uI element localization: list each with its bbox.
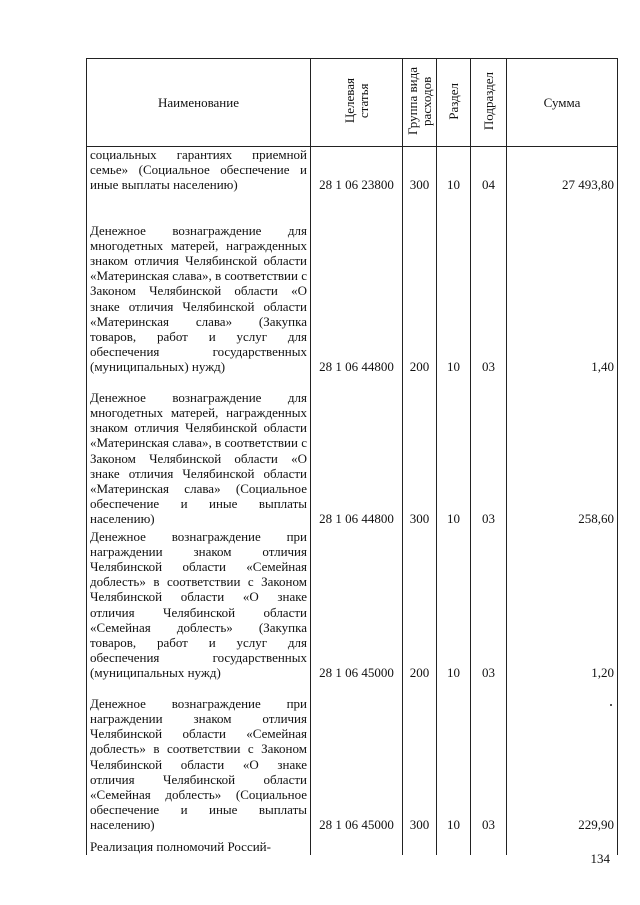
row-subsection <box>471 833 507 855</box>
row-sum: 229,90 <box>507 681 618 833</box>
row-article: 28 1 06 45000 <box>311 681 403 833</box>
page-number: 134 <box>590 851 610 866</box>
row-name: Денежное вознаграждение при награждении знаком отличия Челябинской области «Семейная доблесть» в соответствии с Законом Челябинской области «О знаке отличия Челябинской области «Семейная доблесть» (Закупка товаров, работ и услуг для обеспечения государственных (муниципальных нужд) <box>87 527 311 681</box>
row-sum: 1,20 <box>507 527 618 681</box>
row-name: Реализация полномочий Россий- <box>87 833 311 855</box>
row-section: 10 <box>437 681 471 833</box>
row-article: 28 1 06 44800 <box>311 193 403 375</box>
header-section: Раздел <box>437 59 471 147</box>
row-name: Денежное вознаграждение для многодетных матерей, награжденных знаком отличия Челябинской области «Материнская слава», в соответствии с Законом Челябинской области «О знаке отличия Челябинской области «Материнская слава» (Социальное обеспечение и иные выплаты населению) <box>87 375 311 527</box>
header-sum: Сумма <box>507 59 618 147</box>
row-name: социальных гарантиях приемной семье» (Социальное обеспечение и иные выплаты населению) <box>87 147 311 193</box>
row-subsection: 03 <box>471 193 507 375</box>
row-name: Денежное вознаграждение при награждении знаком отличия Челябинской области «Семейная доблесть» в соответствии с Законом Челябинской области «О знаке отличия Челябинской области «Семейная доблесть» (Социальное обеспечение и иные выплаты населению) <box>87 681 311 833</box>
row-article: 28 1 06 23800 <box>311 147 403 193</box>
row-group: 300 <box>403 681 437 833</box>
row-group: 200 <box>403 193 437 375</box>
table-row <box>87 193 618 375</box>
row-section: 10 <box>437 375 471 527</box>
row-subsection: 03 <box>471 681 507 833</box>
row-article: 28 1 06 44800 <box>311 375 403 527</box>
row-section: 10 <box>437 193 471 375</box>
header-target-article: Целевая статья <box>311 59 403 147</box>
table-row <box>87 147 618 193</box>
row-subsection: 03 <box>471 375 507 527</box>
row-group: 300 <box>403 147 437 193</box>
scan-speck <box>610 704 612 706</box>
row-name: Денежное вознаграждение для многодетных матерей, награжденных знаком отличия Челябинской области «Материнская слава», в соответствии с Законом Челябинской области «О знаке отличия Челябинской области «Материнская слава» (Закупка товаров, работ и услуг для обеспечения государственных (муниципальных) нужд) <box>87 193 311 375</box>
row-article <box>311 833 403 855</box>
row-sum: 1,40 <box>507 193 618 375</box>
header-name: Наименование <box>87 59 311 147</box>
row-group <box>403 833 437 855</box>
row-subsection: 03 <box>471 527 507 681</box>
table-row <box>87 833 618 855</box>
row-sum: 258,60 <box>507 375 618 527</box>
row-section <box>437 833 471 855</box>
header-subsection: Подраздел <box>471 59 507 147</box>
table-header-row <box>87 59 618 147</box>
budget-table <box>86 58 618 855</box>
row-group: 200 <box>403 527 437 681</box>
table-row <box>87 527 618 681</box>
row-subsection: 04 <box>471 147 507 193</box>
row-group: 300 <box>403 375 437 527</box>
header-expense-group: Группа вида расходов <box>403 59 437 147</box>
row-section: 10 <box>437 527 471 681</box>
row-article: 28 1 06 45000 <box>311 527 403 681</box>
row-section: 10 <box>437 147 471 193</box>
table-row <box>87 375 618 527</box>
row-sum: 27 493,80 <box>507 147 618 193</box>
table-row <box>87 681 618 833</box>
